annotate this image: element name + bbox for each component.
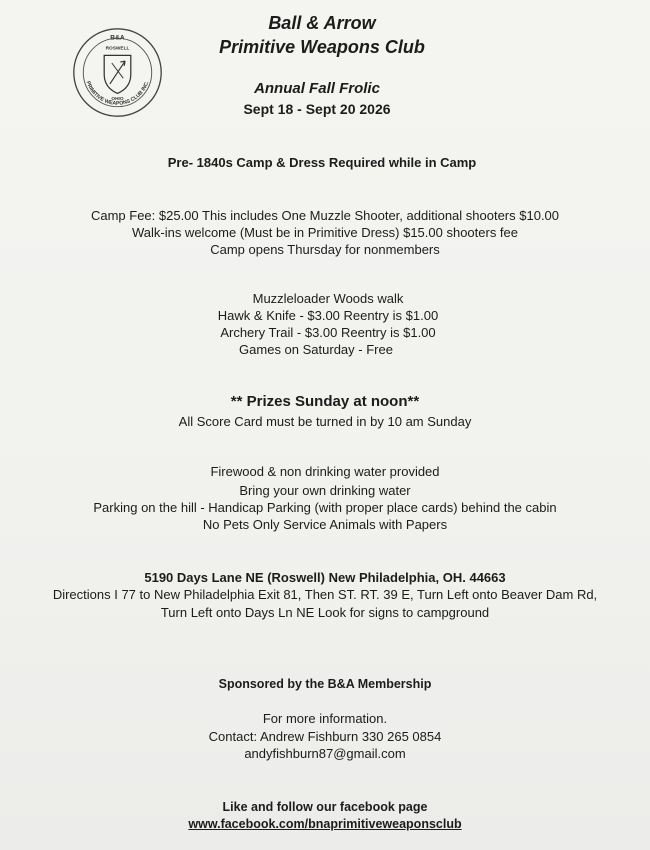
club-name-line2: Primitive Weapons Club: [219, 37, 425, 57]
camp-opens: Camp opens Thursday for nonmembers: [210, 242, 440, 257]
event-archery: Archery Trail - $3.00 Reentry is $1.00: [220, 325, 436, 340]
fee-walkin: Walk-ins welcome (Must be in Primitive Dress) $15.00 shooters fee: [131, 225, 519, 240]
event-name: Annual Fall Frolic: [254, 80, 380, 97]
dress-requirement: Pre- 1840s Camp & Dress Required while in Camp: [167, 155, 477, 170]
facebook-url: www.facebook.com/bnaprimitiveweaponsclub: [188, 817, 462, 831]
prizes-heading: ** Prizes Sunday at noon**: [230, 393, 420, 410]
event-address: 5190 Days Lane NE (Roswell) New Philadelphia, OH. 44663: [144, 570, 506, 585]
event-dates: Sept 18 - Sept 20 2026: [243, 101, 391, 117]
amenity-firewood: Firewood & non drinking water provided: [210, 464, 440, 479]
event-hawk-knife: Hawk & Knife - $3.00 Reentry is $1.00: [217, 308, 439, 323]
club-name-line1: Ball & Arrow: [268, 13, 376, 33]
prizes-note: All Score Card must be turned in by 10 am Sunday: [178, 414, 472, 429]
facebook-prompt: Like and follow our facebook page: [222, 800, 428, 814]
fee-camp: Camp Fee: $25.00 This includes One Muzzle Shooter, additional shooters $10.00: [90, 208, 560, 223]
event-games: Games on Saturday - Free: [239, 342, 393, 357]
seal-ring-text: PRIMITIVE WEAPONS CLUB INC.: [84, 80, 151, 107]
seal-state-text: OHIO: [111, 97, 124, 103]
event-woods-walk: Muzzleloader Woods walk: [252, 291, 404, 306]
directions-line1: Directions I 77 to New Philadelphia Exit 81, Then ST. RT. 39 E, Turn Left onto Beaver Dam Rd,: [52, 587, 598, 602]
contact-intro: For more information.: [262, 711, 388, 726]
contact-email: andyfishburn87@gmail.com: [244, 746, 406, 761]
sponsor-text: Sponsored by the B&A Membership: [218, 677, 432, 691]
amenity-water: Bring your own drinking water: [239, 483, 411, 498]
contact-name-phone: Contact: Andrew Fishburn 330 265 0854: [208, 729, 442, 744]
seal-top-text: B&A: [110, 34, 125, 42]
directions-line2: Turn Left onto Days Ln NE Look for signs to campground: [160, 605, 490, 620]
amenity-pets: No Pets Only Service Animals with Papers: [202, 517, 448, 532]
amenity-parking: Parking on the hill - Handicap Parking (with proper place cards) behind the cabin: [93, 500, 557, 515]
tomahawk-icon: [112, 63, 123, 78]
seal-band-text: ROSWELL: [105, 46, 130, 52]
